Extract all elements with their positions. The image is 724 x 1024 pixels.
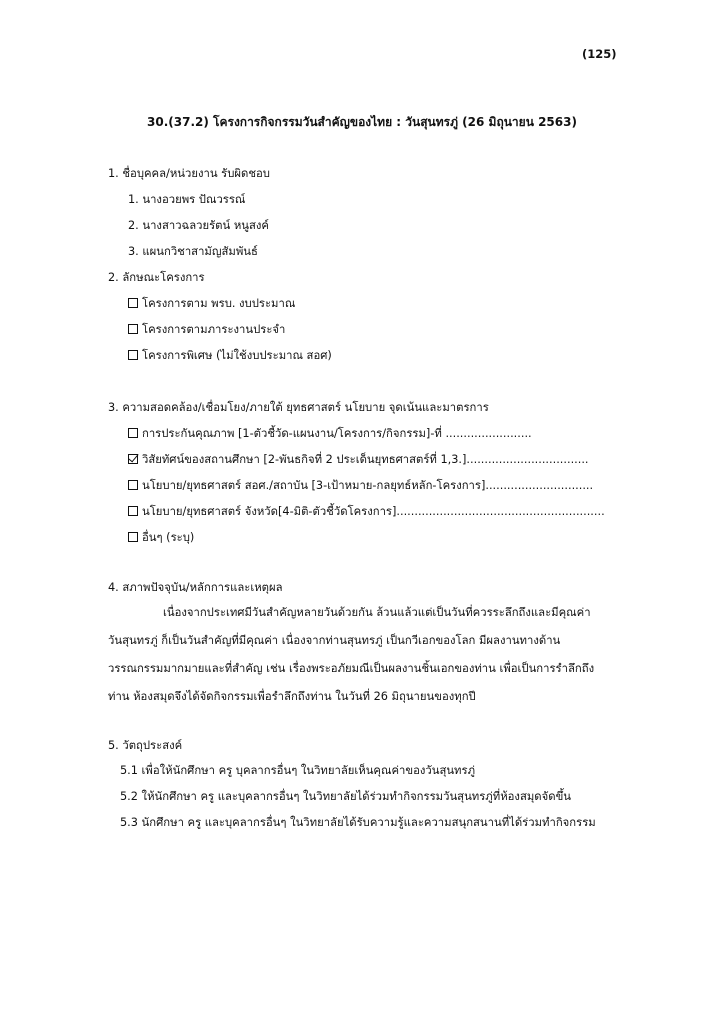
alignment-label-2: วิสัยทัศน์ของสถานศึกษา [2-พันธกิจที่ 2 ประเด็นยุทธศาสตร์ที่ 1,3.].................................. bbox=[142, 453, 589, 466]
objective-3: 5.3 นักศึกษา ครู และบุคลากรอื่นๆ ในวิทยาลัยได้รับความรู้และความสนุกสนานที่ได้ร่วมทำกิจกรรม bbox=[120, 816, 596, 829]
checkbox-icon[interactable] bbox=[128, 324, 138, 334]
project-type-label-2: โครงการตามภาระงานประจำ bbox=[142, 323, 286, 336]
section3-heading: 3. ความสอดคล้อง/เชื่อมโยง/ภายใต้ ยุทธศาสตร์ นโยบาย จุดเน้นและมาตรการ bbox=[108, 401, 489, 414]
alignment-option-5[interactable] bbox=[128, 530, 194, 546]
rationale-line-3: วรรณกรรมมากมายและที่สำคัญ เช่น เรื่องพระอภัยมณีเป็นผลงานชิ้นเอกของท่าน เพื่อเป็นการรำลึกถึง bbox=[108, 662, 595, 675]
section1-heading: 1. ชื่อบุคคล/หน่วยงาน รับผิดชอบ bbox=[108, 167, 270, 180]
project-type-label-1: โครงการตาม พรบ. งบประมาณ bbox=[142, 297, 296, 310]
responsible-department: 3. แผนกวิชาสามัญสัมพันธ์ bbox=[128, 245, 258, 258]
checked-checkbox-icon[interactable] bbox=[128, 454, 138, 464]
objective-1: 5.1 เพื่อให้นักศึกษา ครู บุคลากรอื่นๆ ในวิทยาลัยเห็นคุณค่าของวันสุนทรภู่ bbox=[120, 764, 476, 777]
alignment-option-2[interactable] bbox=[128, 452, 589, 468]
alignment-option-4[interactable] bbox=[128, 504, 605, 520]
section5-heading: 5. วัตถุประสงค์ bbox=[108, 739, 183, 752]
alignment-label-4: นโยบาย/ยุทธศาสตร์ จังหวัด[4-มิติ-ตัวชี้วัดโครงการ].......................................................... bbox=[142, 505, 605, 518]
objective-2: 5.2 ให้นักศึกษา ครู และบุคลากรอื่นๆ ในวิทยาลัยได้ร่วมทำกิจกรรมวันสุนทรภู่ที่ห้องสมุดจัดขึ้น bbox=[120, 790, 572, 803]
checkbox-icon[interactable] bbox=[128, 506, 138, 516]
project-type-option-3[interactable] bbox=[128, 348, 332, 364]
alignment-label-5: อื่นๆ (ระบุ) bbox=[142, 531, 195, 544]
document-title: 30.(37.2) โครงการกิจกรรมวันสำคัญของไทย : วันสุนทรภู่ (26 มิถุนายน 2563) bbox=[147, 115, 577, 129]
project-type-option-1[interactable] bbox=[128, 296, 295, 312]
alignment-label-1: การประกันคุณภาพ [1-ตัวชี้วัด-แผนงาน/โครงการ/กิจกรรม]-ที่ ........................ bbox=[142, 427, 532, 440]
checkbox-icon[interactable] bbox=[128, 480, 138, 490]
rationale-line-1: เนื่องจากประเทศมีวันสำคัญหลายวันด้วยกัน ล้วนแล้วแต่เป็นวันที่ควรระลึกถึงและมีคุณค่า bbox=[163, 606, 591, 619]
project-type-option-2[interactable] bbox=[128, 322, 285, 338]
checkbox-icon[interactable] bbox=[128, 350, 138, 360]
checkbox-icon[interactable] bbox=[128, 298, 138, 308]
alignment-option-1[interactable] bbox=[128, 426, 532, 442]
alignment-label-3: นโยบาย/ยุทธศาสตร์ สอศ./สถาบัน [3-เป้าหมาย-กลยุทธ์หลัก-โครงการ].............................. bbox=[142, 479, 594, 492]
rationale-line-4: ท่าน ห้องสมุดจึงได้จัดกิจกรรมเพื่อรำลึกถึงท่าน ในวันที่ 26 มิถุนายนของทุกปี bbox=[108, 690, 476, 703]
checkbox-icon[interactable] bbox=[128, 428, 138, 438]
responsible-person-1: 1. นางอวยพร ปัณวรรณ์ bbox=[128, 193, 246, 206]
project-type-label-3: โครงการพิเศษ (ไม่ใช้งบประมาณ สอศ) bbox=[142, 349, 332, 362]
checkbox-icon[interactable] bbox=[128, 532, 138, 542]
alignment-option-3[interactable] bbox=[128, 478, 593, 494]
page-number: (125) bbox=[582, 47, 617, 61]
responsible-person-2: 2. นางสาวฉลวยรัตน์ หนูสงค์ bbox=[128, 219, 269, 232]
section4-heading: 4. สภาพปัจจุบัน/หลักการและเหตุผล bbox=[108, 581, 283, 594]
rationale-line-2: วันสุนทรภู่ ก็เป็นวันสำคัญที่มีคุณค่า เนื่องจากท่านสุนทรภู่ เป็นกวีเอกของโลก มีผลงานทางด้าน bbox=[108, 634, 561, 647]
section2-heading: 2. ลักษณะโครงการ bbox=[108, 271, 205, 284]
